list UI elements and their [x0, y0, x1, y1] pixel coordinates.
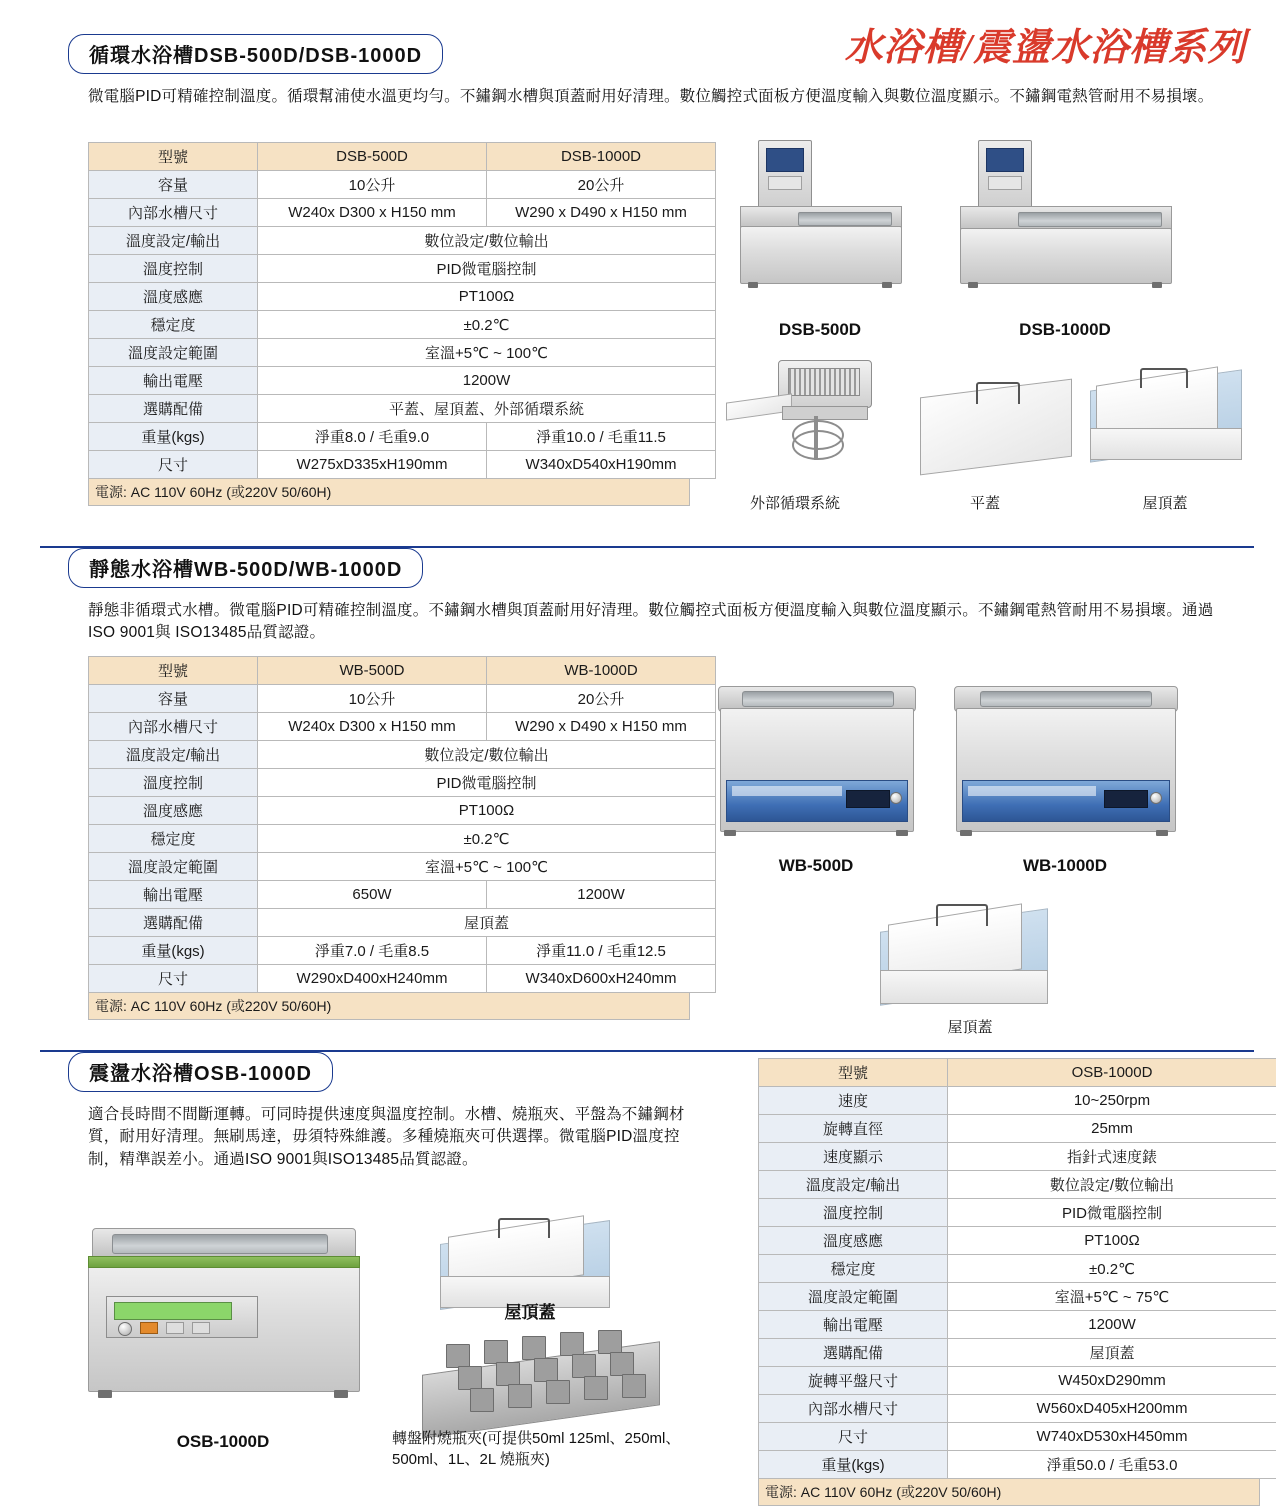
- spec-table-osb: [758, 1058, 1276, 1506]
- section-tag-dsb: 循環水浴槽DSB-500D/DSB-1000D: [68, 34, 443, 74]
- th-wb1000: WB-1000D: [487, 657, 716, 685]
- caption-roof-lid: 屋頂蓋: [1085, 492, 1245, 513]
- table-header-row: [759, 1059, 1276, 1087]
- th-model: 型號: [759, 1059, 948, 1087]
- table-row: 輸出電壓 1200W: [759, 1311, 1276, 1339]
- power-note-wb: 電源: AC 110V 60Hz (或220V 50/60H): [88, 993, 690, 1020]
- caption-wb-500d: WB-500D: [718, 856, 914, 876]
- table-row: 重量(kgs) 淨重7.0 / 毛重8.5 淨重11.0 / 毛重12.5: [89, 937, 716, 965]
- caption-flat-lid: 平蓋: [910, 492, 1060, 513]
- table-row: 內部水槽尺寸 W240x D300 x H150 mm W290 x D490 x H150 mm: [89, 199, 716, 227]
- table-row: 穩定度 ±0.2℃: [759, 1255, 1276, 1283]
- table-row: 溫度設定範圍 室溫+5℃ ~ 100℃: [89, 853, 716, 881]
- table-row: 內部水槽尺寸 W240x D300 x H150 mm W290 x D490 x H150 mm: [89, 713, 716, 741]
- th-model: 型號: [89, 657, 258, 685]
- table-row: 重量(kgs) 淨重8.0 / 毛重9.0 淨重10.0 / 毛重11.5: [89, 423, 716, 451]
- spec-table-dsb: [88, 142, 716, 506]
- section-description-dsb: 微電腦PID可精確控制溫度。循環幫浦使水溫更均勻。不鏽鋼水槽與頂蓋耐用好清理。數位觸控式面板方便溫度輸入與數位溫度顯示。不鏽鋼電熱管耐用不易損壞。: [88, 86, 1238, 108]
- section-tag-wb: 靜態水浴槽WB-500D/WB-1000D: [68, 548, 423, 588]
- power-note-osb: 電源: AC 110V 60Hz (或220V 50/60H): [758, 1479, 1260, 1506]
- th-wb500: WB-500D: [258, 657, 487, 685]
- figure-dsb-1000d: [960, 140, 1170, 320]
- caption-flask-clip-tray: 轉盤附燒瓶夾(可提供50ml 125ml、250ml、500ml、1L、2L 燒瓶夾): [392, 1428, 692, 1470]
- table-row: 選購配備 平蓋、屋頂蓋、外部循環系統: [89, 395, 716, 423]
- section-tag-osb: 震盪水浴槽OSB-1000D: [68, 1052, 333, 1092]
- table-row: 溫度設定/輸出 數位設定/數位輸出: [89, 227, 716, 255]
- table-row: 溫度感應 PT100Ω: [89, 797, 716, 825]
- caption-dsb-500d: DSB-500D: [720, 320, 920, 340]
- table-row: 尺寸 W740xD530xH450mm: [759, 1423, 1276, 1451]
- figure-wb-500d: [718, 686, 914, 856]
- th-dsb500: DSB-500D: [258, 143, 487, 171]
- table-row: 溫度控制 PID微電腦控制: [89, 769, 716, 797]
- table-row: 選購配備 屋頂蓋: [759, 1339, 1276, 1367]
- table-row: 輸出電壓 1200W: [89, 367, 716, 395]
- figure-wb-roof-lid: [880, 900, 1060, 1030]
- table-header-row: [89, 143, 716, 171]
- table-row: 穩定度 ±0.2℃: [89, 825, 716, 853]
- table-row: 旋轉平盤尺寸 W450xD290mm: [759, 1367, 1276, 1395]
- figure-flask-clip-tray: [400, 1330, 680, 1440]
- table-row: 溫度設定/輸出 數位設定/數位輸出: [759, 1171, 1276, 1199]
- section-description-osb: 適合長時間不間斷運轉。可同時提供速度與溫度控制。水槽、燒瓶夾、平盤為不鏽鋼材質，耐用好清理。無刷馬達，毋須特殊維護。多種燒瓶夾可供選擇。微電腦PID溫度控制，精準誤差小。通過ISO 9001與ISO13485品質認證。: [88, 1104, 688, 1171]
- table-row: 尺寸 W290xD400xH240mm W340xD600xH240mm: [89, 965, 716, 993]
- power-note-dsb: 電源: AC 110V 60Hz (或220V 50/60H): [88, 479, 690, 506]
- table-row: 溫度控制 PID微電腦控制: [759, 1199, 1276, 1227]
- caption-osb-1000d: OSB-1000D: [88, 1432, 358, 1452]
- caption-wb-roof-lid: 屋頂蓋: [880, 1016, 1060, 1037]
- th-dsb1000: DSB-1000D: [487, 143, 716, 171]
- table-row: 重量(kgs) 淨重50.0 / 毛重53.0: [759, 1451, 1276, 1479]
- table-row: 穩定度 ±0.2℃: [89, 311, 716, 339]
- table-row: 溫度控制 PID微電腦控制: [89, 255, 716, 283]
- table-row: 容量 10公升 20公升: [89, 171, 716, 199]
- figure-osb-1000d: [88, 1228, 358, 1418]
- table-row: 溫度感應 PT100Ω: [759, 1227, 1276, 1255]
- caption-wb-1000d: WB-1000D: [954, 856, 1176, 876]
- figure-roof-lid: [1090, 366, 1250, 486]
- table-row: 容量 10公升 20公升: [89, 685, 716, 713]
- table-row: 選購配備 屋頂蓋: [89, 909, 716, 937]
- table-row: 溫度設定/輸出 數位設定/數位輸出: [89, 741, 716, 769]
- caption-external-circulation: 外部循環系統: [700, 492, 890, 513]
- table-row: 溫度感應 PT100Ω: [89, 283, 716, 311]
- section-description-wb: 靜態非循環式水槽。微電腦PID可精確控制溫度。不鏽鋼水槽與頂蓋耐用好清理。數位觸控式面板方便溫度輸入與數位溫度顯示。不鏽鋼電熱管耐用不易損壞。通過ISO 9001與 ISO13485品質認證。: [88, 600, 1238, 645]
- figure-wb-1000d: [954, 686, 1176, 856]
- table-row: 溫度設定範圍 室溫+5℃ ~ 75℃: [759, 1283, 1276, 1311]
- caption-osb-roof-lid: 屋頂蓋: [440, 1298, 620, 1323]
- table-row: 內部水槽尺寸 W560xD405xH200mm: [759, 1395, 1276, 1423]
- table-row: 速度顯示 指針式速度錶: [759, 1143, 1276, 1171]
- th-model: 型號: [89, 143, 258, 171]
- table-row: 輸出電壓 650W 1200W: [89, 881, 716, 909]
- table-row: 速度 10~250rpm: [759, 1087, 1276, 1115]
- figure-external-circulation: [720, 360, 890, 480]
- table-row: 旋轉直徑 25mm: [759, 1115, 1276, 1143]
- spec-table-wb: [88, 656, 716, 1020]
- figure-flat-lid: [920, 374, 1070, 484]
- caption-dsb-1000d: DSB-1000D: [960, 320, 1170, 340]
- table-header-row: [89, 657, 716, 685]
- th-osb1000: OSB-1000D: [948, 1059, 1276, 1087]
- page-title: 水浴槽/震盪水浴槽系列: [844, 16, 1246, 71]
- figure-dsb-500d: [740, 140, 900, 320]
- table-row: 溫度設定範圍 室溫+5℃ ~ 100℃: [89, 339, 716, 367]
- table-row: 尺寸 W275xD335xH190mm W340xD540xH190mm: [89, 451, 716, 479]
